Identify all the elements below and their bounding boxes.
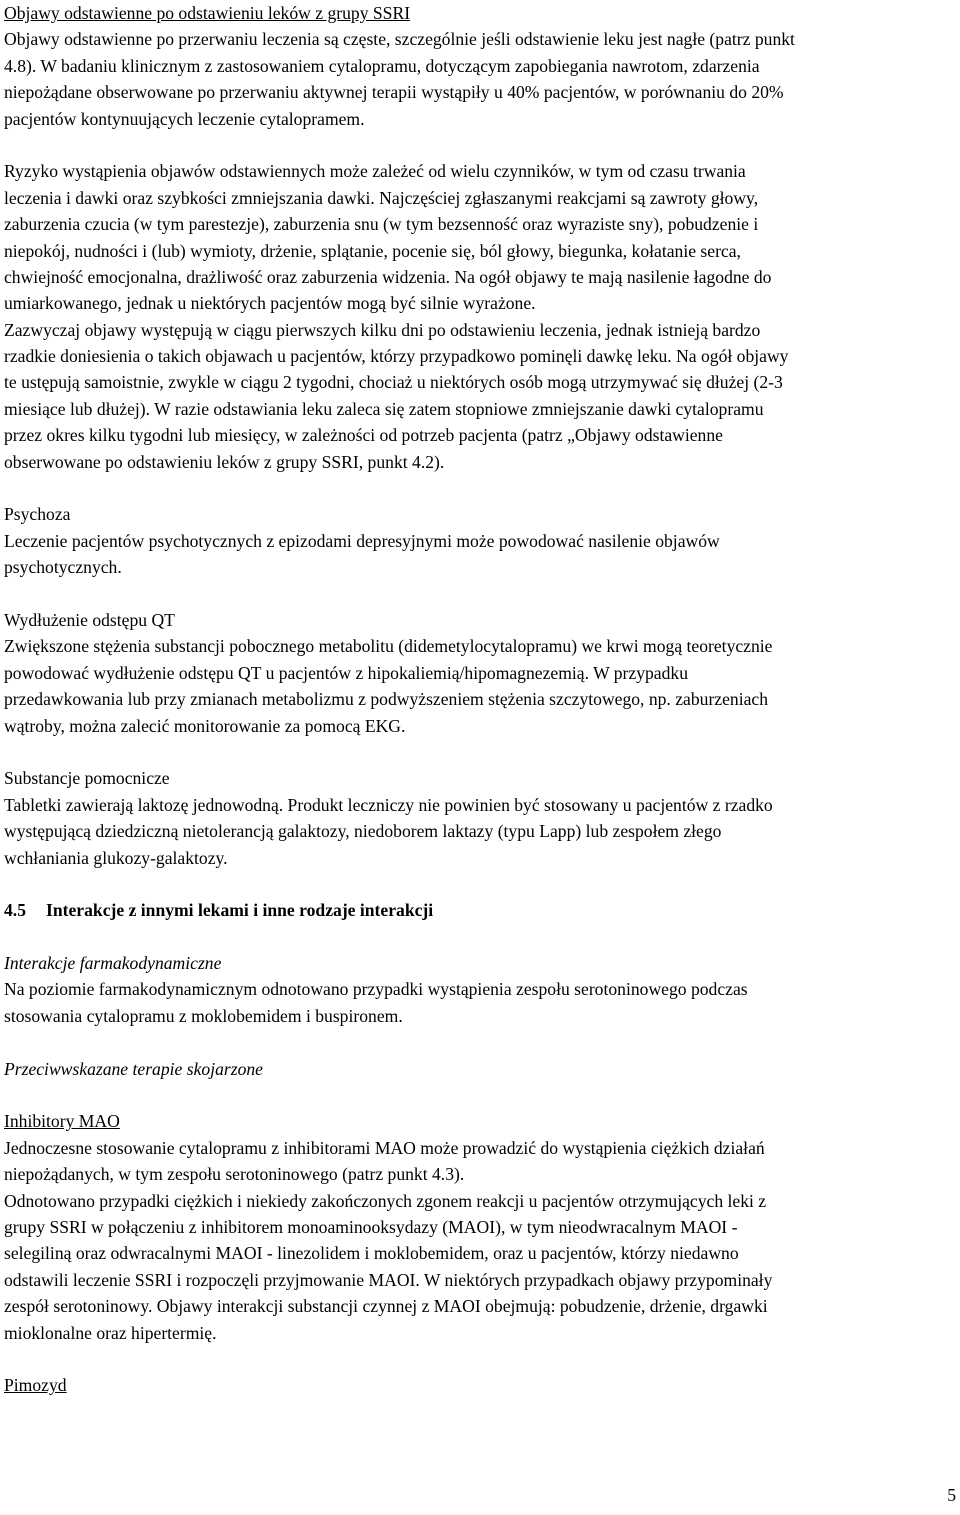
text-line: leczenia i dawki oraz szybkości zmniejszania dawki. Najczęściej zgłaszanymi reakcjami są zawroty głowy, (4, 187, 759, 208)
section-title: Interakcje z innymi lekami i inne rodzaje interakcji (46, 900, 434, 921)
document-page (4, 0, 954, 1399)
paragraph-qt (4, 633, 954, 739)
text-line: powodować wydłużenie odstępu QT u pacjentów z hipokaliemią/hipomagnezemią. W przypadku (4, 662, 689, 683)
text-line: wątroby, można zalecić monitorowanie za pomocą EKG. (4, 715, 406, 736)
section-heading-maoi: Inhibitory MAO (4, 1111, 120, 1132)
text-line: psychotycznych. (4, 557, 122, 578)
section-heading-psychosis: Psychoza (4, 504, 71, 525)
text-line: Zazwyczaj objawy występują w ciągu pierwszych kilku dni po odstawieniu leczenia, jednak istnieją bardzo (4, 319, 761, 340)
paragraph-excipients (4, 792, 954, 871)
text-line: odstawili leczenie SSRI i rozpoczęli przyjmowanie MAOI. W niektórych przypadkach objawy przypominały (4, 1269, 773, 1290)
text-line: Objawy odstawienne po przerwaniu leczenia są częste, szczególnie jeśli odstawienie leku jest nagłe (patrz punkt (4, 29, 795, 50)
section-heading-contraindicated: Przeciwwskazane terapie skojarzone (4, 1058, 263, 1079)
section-heading-excipients: Substancje pomocnicze (4, 768, 170, 789)
text-line: wchłaniania glukozy-galaktozy. (4, 847, 228, 868)
text-line: chwiejność emocjonalna, drażliwość oraz zaburzenia widzenia. Na ogół objawy te mają nasilenie łagodne do (4, 266, 772, 287)
section-number: 4.5 (4, 900, 26, 921)
text-line: Na poziomie farmakodynamicznym odnotowano przypadki wystąpienia zespołu serotoninowego podczas (4, 979, 748, 1000)
paragraph-withdrawal-1 (4, 26, 954, 132)
text-line: przez okres kilku tygodni lub miesięcy, w zależności od potrzeb pacjenta (patrz „Objawy odstawienne (4, 425, 723, 446)
text-line: niepożądanych, w tym zespołu serotoninowego (patrz punkt 4.3). (4, 1164, 465, 1185)
text-line: zaburzenia czucia (w tym parestezje), zaburzenia snu (w tym bezsenność oraz wyraziste sny), pobudzenie i (4, 214, 759, 235)
text-line: rzadkie doniesienia o takich objawach u pacjentów, którzy przypadkowo pominęli dawkę leku. Na ogół objawy (4, 346, 789, 367)
paragraph-psychosis (4, 528, 954, 581)
text-line: Jednoczesne stosowanie cytalopramu z inhibitorami MAO może prowadzić do wystąpienia ciężkich działań (4, 1137, 765, 1158)
paragraph-withdrawal-2 (4, 158, 954, 475)
text-line: stosowania cytalopramu z moklobemidem i buspironem. (4, 1005, 403, 1026)
text-line: niepokój, nudności i (lub) wymioty, drżenie, splątanie, pocenie się, ból głowy, biegunka, kołatanie serca, (4, 240, 741, 261)
text-line: Odnotowano przypadki ciężkich i niekiedy zakończonych zgonem reakcji u pacjentów otrzymujących leki z (4, 1190, 767, 1211)
text-line: umiarkowanego, jednak u niektórych pacjentów mogą być silnie wyrażone. (4, 293, 536, 314)
paragraph-maoi (4, 1135, 954, 1346)
page-number: 5 (947, 1485, 956, 1505)
section-heading-pimozide: Pimozyd (4, 1375, 67, 1396)
text-line: selegiliną oraz odwracalnymi MAOI - linezolidem i moklobemidem, oraz u pacjentów, którzy niedawno (4, 1243, 739, 1264)
text-line: przedawkowania lub przy zmianach metabolizmu z podwyższeniem stężenia szczytowego, np. zaburzeniach (4, 689, 769, 710)
section-heading-pharmacodynamic: Interakcje farmakodynamiczne (4, 953, 222, 974)
text-line: występującą dziedziczną nietolerancją galaktozy, niedoborem laktazy (typu Lapp) lub zespołem złego (4, 821, 722, 842)
text-line: zespół serotoninowy. Objawy interakcji substancji czynnej z MAOI obejmują: pobudzenie, drżenie, drgawki (4, 1296, 768, 1317)
text-line: Tabletki zawierają laktozę jednowodną. Produkt leczniczy nie powinien być stosowany u pacjentów z rzadko (4, 794, 773, 815)
text-line: niepożądane obserwowane po przerwaniu aktywnej terapii wystąpiły u 40% pacjentów, w porównaniu do 20% (4, 82, 784, 103)
text-line: te ustępują samoistnie, zwykle w ciągu 2 tygodni, chociaż u niektórych osób mogą utrzymywać się dłużej (2-3 (4, 372, 783, 393)
text-line: Ryzyko wystąpienia objawów odstawiennych może zależeć od wielu czynników, w tym od czasu trwania (4, 161, 746, 182)
section-heading-interactions (4, 897, 954, 923)
text-line: pacjentów kontynuujących leczenie cytalopramem. (4, 108, 365, 129)
text-line: miesiące lub dłużej). W razie odstawiania leku zaleca się zatem stopniowe zmniejszanie dawki cytalopramu (4, 398, 764, 419)
text-line: obserwowane po odstawieniu leków z grupy SSRI, punkt 4.2). (4, 451, 445, 472)
section-heading-qt: Wydłużenie odstępu QT (4, 609, 175, 630)
text-line: Zwiększone stężenia substancji pobocznego metabolitu (didemetylocytalopramu) we krwi mogą teoretycznie (4, 636, 773, 657)
paragraph-pharmacodynamic (4, 976, 954, 1029)
section-heading-withdrawal: Objawy odstawienne po odstawieniu leków z grupy SSRI (4, 3, 411, 23)
text-line: Leczenie pacjentów psychotycznych z epizodami depresyjnymi może powodować nasilenie objawów (4, 530, 720, 551)
text-line: grupy SSRI w połączeniu z inhibitorem monoaminooksydazy (MAOI), w tym nieodwracalnym MAOI - (4, 1216, 738, 1237)
text-line: 4.8). W badaniu klinicznym z zastosowaniem cytalopramu, dotyczącym zapobiegania nawrotom, zdarzenia (4, 55, 760, 76)
text-line: mioklonalne oraz hipertermię. (4, 1322, 217, 1343)
